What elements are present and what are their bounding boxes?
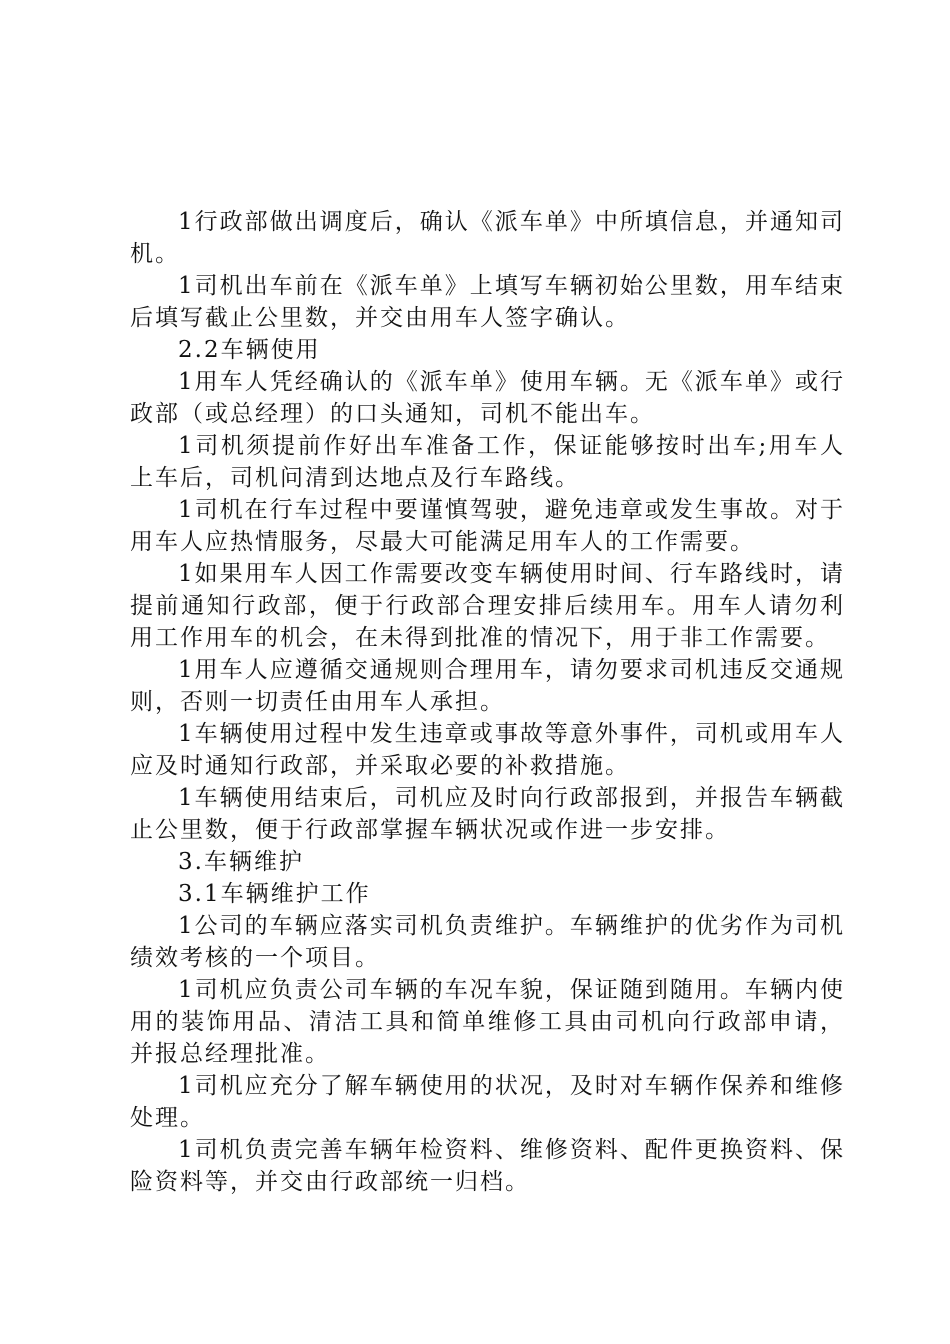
paragraph-safe-driving: 1司机在行车过程中要谨慎驾驶，避免违章或发生事故。对于用车人应热情服务，尽最大可能满足用车人的工作需要。 xyxy=(130,497,845,555)
paragraph-servicing: 1司机应充分了解车辆使用的状况，及时对车辆作保养和维修处理。 xyxy=(130,1073,845,1131)
paragraph-accident-handling: 1车辆使用过程中发生违章或事故等意外事件，司机或用车人应及时通知行政部，并采取必要的补救措施。 xyxy=(130,721,845,779)
section-heading-3: 3.车辆维护 xyxy=(178,849,304,875)
section-heading-2-2: 2.2车辆使用 xyxy=(178,337,321,363)
paragraph-mileage-record: 1司机出车前在《派车单》上填写车辆初始公里数，用车结束后填写截止公里数，并交由用车人签字确认。 xyxy=(130,273,845,331)
section-heading-3-1: 3.1车辆维护工作 xyxy=(178,881,371,907)
paragraph-schedule-change: 1如果用车人因工作需要改变车辆使用时间、行车路线时，请提前通知行政部，便于行政部合理安排后续用车。用车人请勿利用工作用车的机会，在未得到批准的情况下，用于非工作需要。 xyxy=(130,561,845,651)
paragraph-vehicle-condition: 1司机应负责公司车辆的车况车貌，保证随到随用。车辆内使用的装饰用品、清洁工具和简单维修工具由司机向行政部申请，并报总经理批准。 xyxy=(130,977,845,1067)
paragraph-return-report: 1车辆使用结束后，司机应及时向行政部报到，并报告车辆截止公里数，便于行政部掌握车辆状况或作进一步安排。 xyxy=(130,785,845,843)
paragraph-dispatch-order-use: 1用车人凭经确认的《派车单》使用车辆。无《派车单》或行政部（或总经理）的口头通知，司机不能出车。 xyxy=(130,369,845,427)
paragraph-notify-driver: 1行政部做出调度后，确认《派车单》中所填信息，并通知司机。 xyxy=(130,209,845,267)
paragraph-maintenance-responsibility: 1公司的车辆应落实司机负责维护。车辆维护的优劣作为司机绩效考核的一个项目。 xyxy=(130,913,845,971)
document-body xyxy=(130,206,845,1198)
paragraph-driver-preparation: 1司机须提前作好出车准备工作，保证能够按时出车;用车人上车后，司机问清到达地点及行车路线。 xyxy=(130,433,845,491)
paragraph-records-archive: 1司机负责完善车辆年检资料、维修资料、配件更换资料、保险资料等，并交由行政部统一归档。 xyxy=(130,1137,845,1195)
paragraph-traffic-rules: 1用车人应遵循交通规则合理用车，请勿要求司机违反交通规则，否则一切责任由用车人承担。 xyxy=(130,657,845,715)
